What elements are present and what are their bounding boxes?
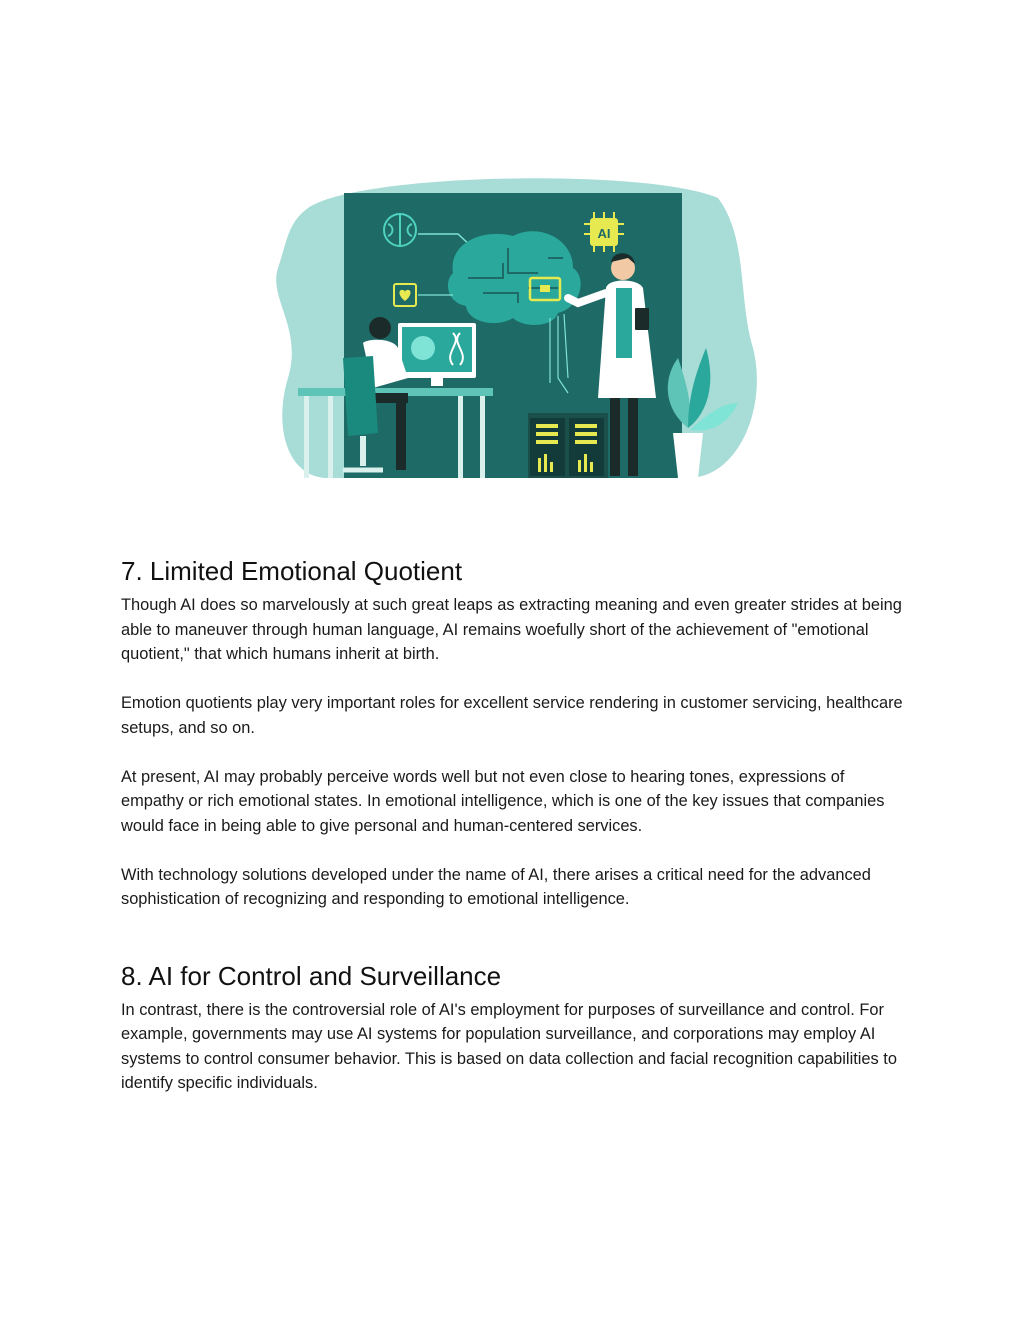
circuit-brain-icon bbox=[448, 231, 581, 325]
section-limited-emotional-quotient bbox=[121, 555, 911, 912]
article-content bbox=[121, 555, 911, 1120]
monitor bbox=[398, 323, 476, 386]
section-heading: 8. AI for Control and Surveillance bbox=[121, 960, 502, 991]
paragraph: In contrast, there is the controversial role of AI's employment for purposes of surveillance and control. For example, governments may use AI systems for population surveillance, and corporations may employ AI systems to control consumer behavior. This is based on data collection and facial recognition capabilities to identify specific individuals. bbox=[121, 1000, 897, 1092]
section-heading: 7. Limited Emotional Quotient bbox=[121, 556, 463, 586]
ai-chip-label: AI bbox=[597, 226, 611, 241]
paragraph: Emotion quotients play very important roles for excellent service rendering in customer servicing, healthcare setups, and so on. bbox=[121, 694, 903, 737]
ai-healthcare-illustration bbox=[268, 178, 758, 488]
paragraph: At present, AI may probably perceive words well but not even close to hearing tones, expressions of empathy or rich emotional states. In emotional intelligence, which is one of the key issues that companies would face in being able to give personal and human-centered services. bbox=[121, 767, 885, 835]
paragraph: With technology solutions developed under the name of AI, there arises a critical need for the advanced sophistication of recognizing and responding to emotional intelligence. bbox=[121, 865, 871, 908]
server-rack bbox=[528, 413, 608, 478]
section-ai-control-surveillance bbox=[121, 960, 911, 1096]
paragraph: Though AI does so marvelously at such great leaps as extracting meaning and even greater strides at being able to maneuver through human language, AI remains woefully short of the achievement of "emotional quotient," that which humans inherit at birth. bbox=[121, 596, 902, 663]
